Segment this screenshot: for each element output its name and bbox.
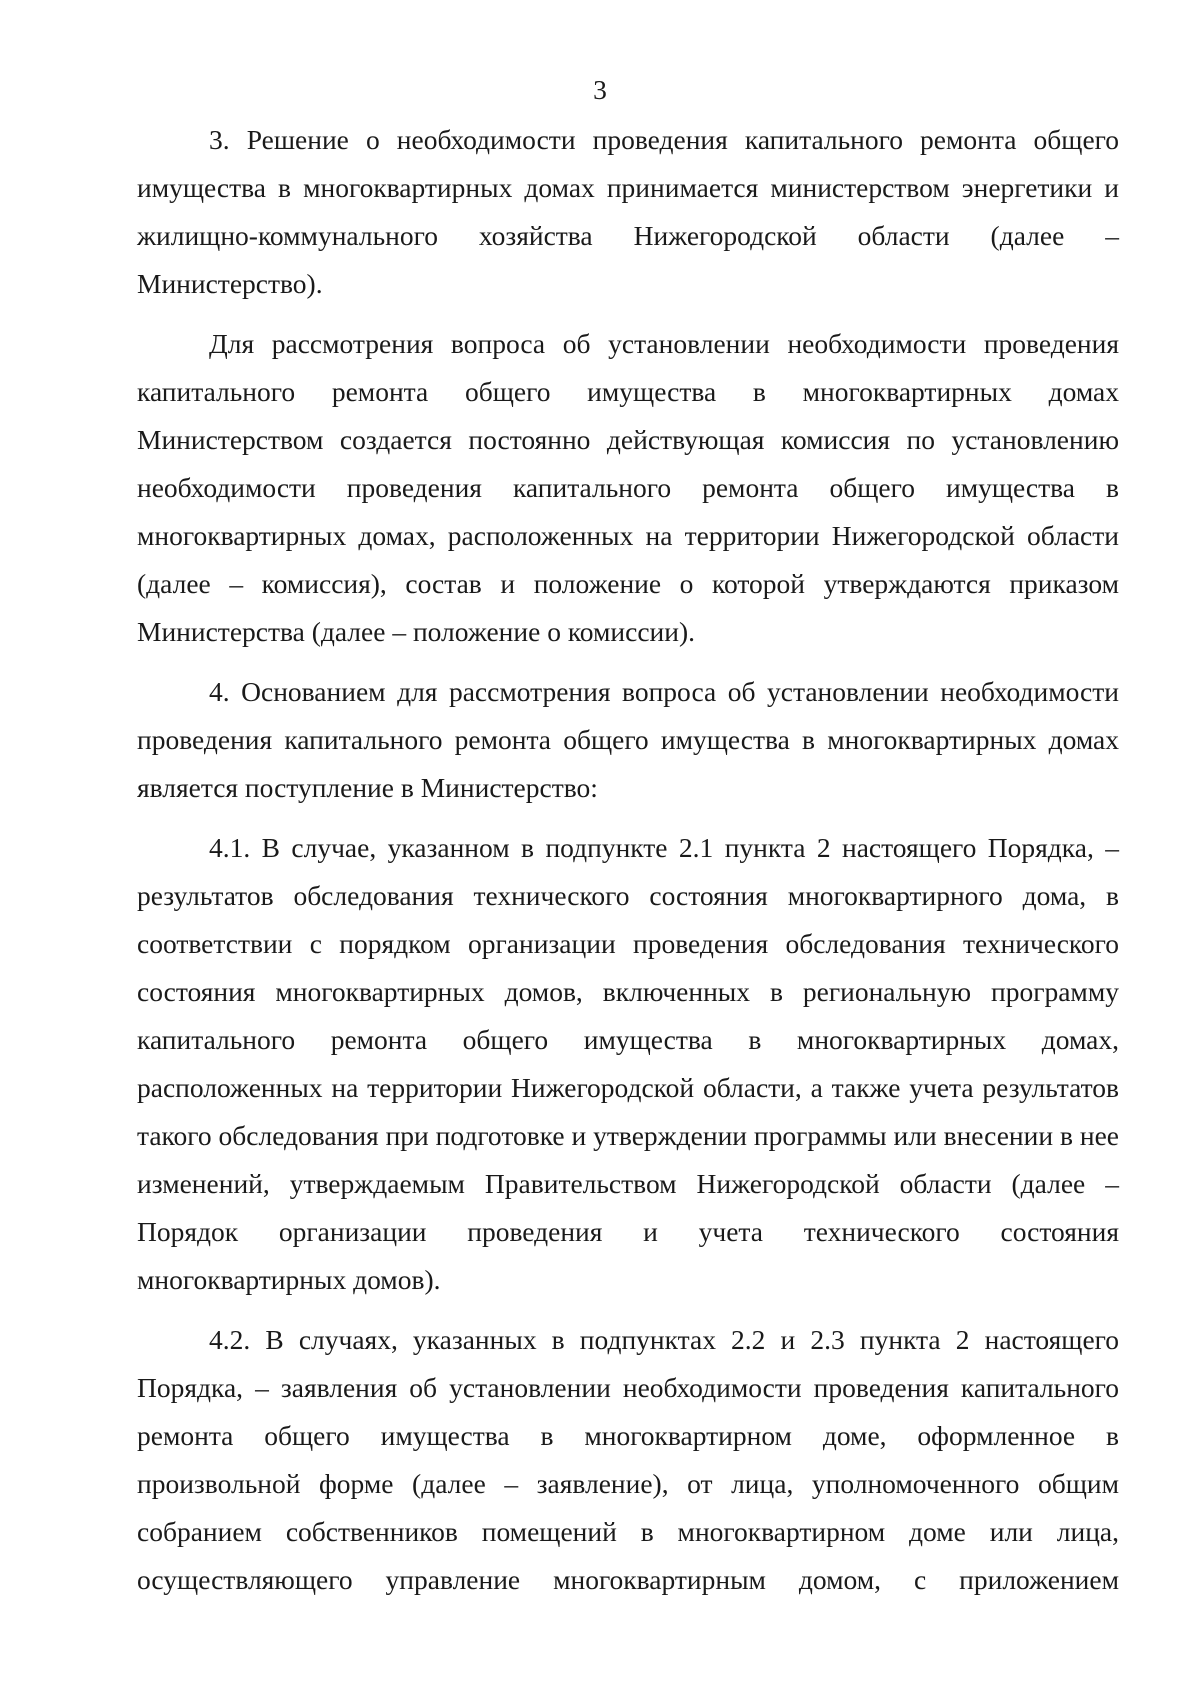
paragraph-4: 4. Основанием для рассмотрения вопроса об установлении необходимости проведения капитального ремонта общего имущества в многоквартирных домах является поступление в Министерство: xyxy=(137,676,1119,803)
paragraph-4-1: 4.1. В случае, указанном в подпункте 2.1 пункта 2 настоящего Порядка, – результатов обследования технического состояния многоквартирного дома, в соответствии с порядком организации проведения обследования технического состояния многоквартирных домов, включенных в региональную программу капитального ремонта общего имущества в многоквартирных домах, расположенных на территории Нижегородской области, а также учета результатов такого обследования при подготовке и утверждении программы или внесении в нее изменений, утверждаемым Правительством Нижегородской области (далее – Порядок организации проведения и учета технического состояния многоквартирных домов). xyxy=(137,832,1119,1295)
paragraph-3: 3. Решение о необходимости проведения капитального ремонта общего имущества в многоквартирных домах принимается министерством энергетики и жилищно-коммунального хозяйства Нижегородской области (далее – Министерство). xyxy=(137,124,1119,299)
page-number: 3 xyxy=(593,74,607,105)
paragraph-4-2: 4.2. В случаях, указанных в подпунктах 2.2 и 2.3 пункта 2 настоящего Порядка, – заявления об установлении необходимости проведения капитального ремонта общего имущества в многоквартирном доме, оформленное в произвольной форме (далее – заявление), от лица, уполномоченного общим собранием собственников помещений в многоквартирном доме или лица, осуществляющего управление многоквартирным домом, с приложением xyxy=(137,1324,1119,1595)
document-body xyxy=(137,116,1119,1604)
paragraph-commission: Для рассмотрения вопроса об установлении необходимости проведения капитального ремонта общего имущества в многоквартирных домах Министерством создается постоянно действующая комиссия по установлению необходимости проведения капитального ремонта общего имущества в многоквартирных домах, расположенных на территории Нижегородской области (далее – комиссия), состав и положение о которой утверждаются приказом Министерства (далее – положение о комиссии). xyxy=(137,328,1119,647)
